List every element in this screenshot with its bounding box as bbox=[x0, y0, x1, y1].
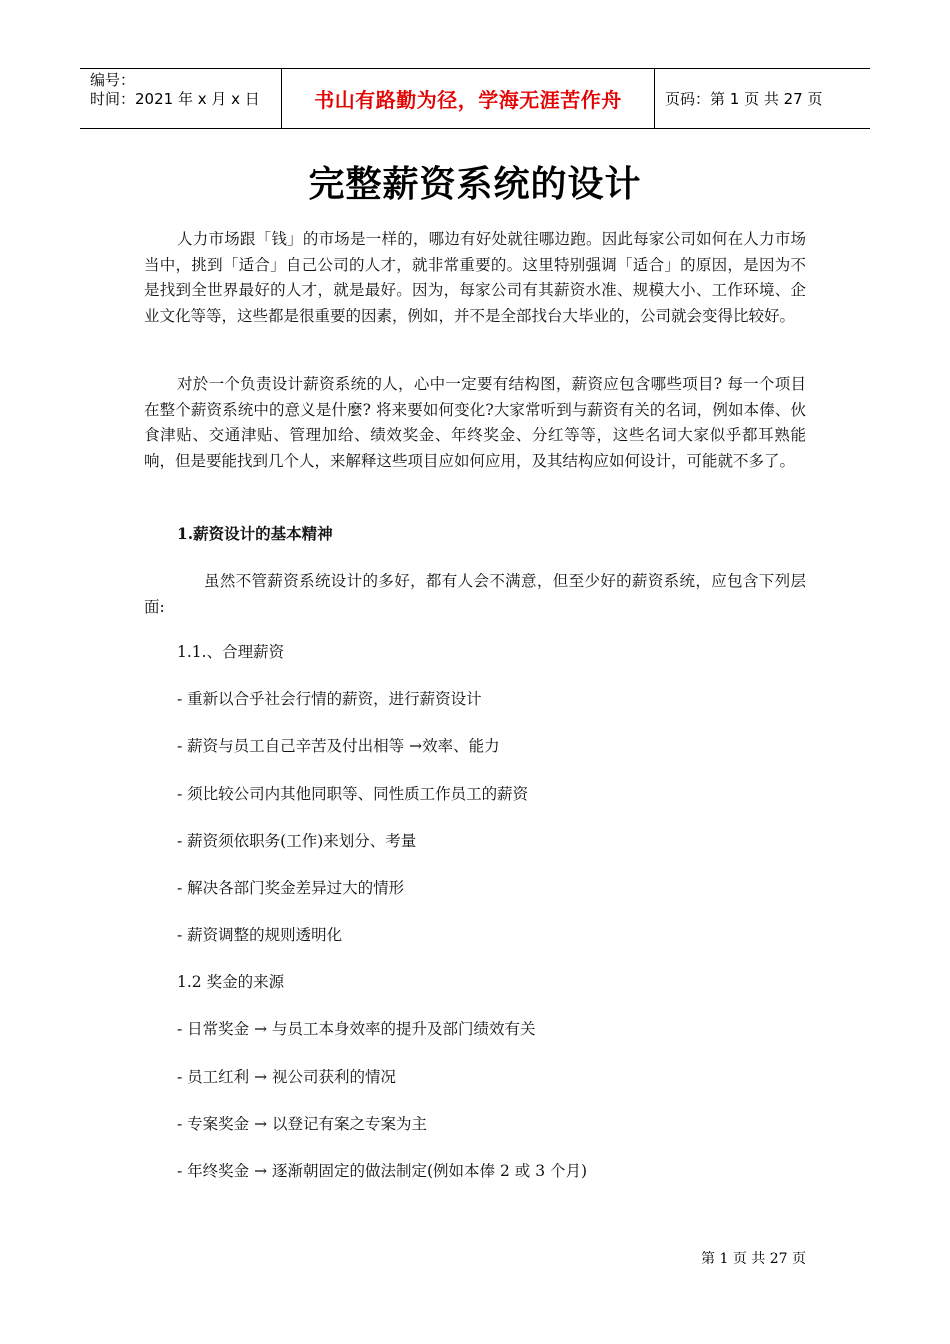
list-item: - 解决各部门奖金差异过大的情形 bbox=[177, 879, 405, 897]
paragraph: 对於一个负责设计薪资系统的人，心中一定要有结构图，薪资应包含哪些项目? 每一个项目在整个薪资系统中的意义是什麼? 将来要如何变化?大家常听到与薪资有关的名词，例如本俸、伙食津贴、交通津贴、管理加给、绩效奖金、年终奖金、分红等等，这些名词大家似乎都耳熟能响，但是要能找到几个人，来解释这些项目应如何应用，及其结构应如何设计，可能就不多了。 bbox=[144, 375, 806, 470]
list-item: - 须比较公司内其他同职等、同性质工作员工的薪资 bbox=[177, 785, 529, 803]
list-item: - 薪资调整的规则透明化 bbox=[177, 926, 343, 944]
document-number-label: 编号： bbox=[90, 71, 136, 89]
list-item: - 薪资须依职务(工作)来划分、考量 bbox=[177, 832, 417, 850]
header-motto-cell bbox=[281, 69, 655, 128]
subsection-heading: 1.1.、合理薪资 bbox=[177, 643, 285, 661]
header-page-info: 页码：第 1 页 共 27 页 bbox=[665, 90, 823, 108]
list-item: - 重新以合乎社会行情的薪资，进行薪资设计 bbox=[177, 690, 482, 708]
document-date: 时间：2021 年 x 月 x 日 bbox=[90, 90, 260, 108]
list-item: - 员工红利 → 视公司获利的情况 bbox=[177, 1068, 397, 1086]
header-page-cell bbox=[655, 69, 870, 128]
list-item: - 日常奖金 → 与员工本身效率的提升及部门绩效有关 bbox=[177, 1020, 536, 1038]
header-left-cell bbox=[80, 69, 281, 128]
section-heading: 1.薪资设计的基本精神 bbox=[177, 524, 333, 543]
list-item: - 专案奖金 → 以登记有案之专案为主 bbox=[177, 1115, 428, 1133]
subsection-heading: 1.2 奖金的来源 bbox=[177, 973, 285, 991]
section-intro: 虽然不管薪资系统设计的多好，都有人会不满意，但至少好的薪资系统，应包含下列层面: bbox=[144, 572, 806, 616]
list-item: - 年终奖金 → 逐渐朝固定的做法制定(例如本俸 2 或 3 个月) bbox=[177, 1162, 588, 1180]
paragraph: 人力市场跟「钱」的市场是一样的，哪边有好处就往哪边跑。因此每家公司如何在人力市场当中，挑到「适合」自己公司的人才，就非常重要的。这里特别强调「适合」的原因，是因为不是找到全世界最好的人才，就是最好。因为，每家公司有其薪资水准、规模大小、工作环境、企业文化等等，这些都是很重要的因素，例如，并不是全部找台大毕业的，公司就会变得比较好。 bbox=[144, 230, 806, 325]
list-item: - 薪资与员工自己辛苦及付出相等 →效率、能力 bbox=[177, 737, 500, 755]
page-footer: 第 1 页 共 27 页 bbox=[701, 1251, 806, 1267]
document-title: 完整薪资系统的设计 bbox=[308, 164, 642, 205]
page-header bbox=[80, 68, 870, 129]
header-motto: 书山有路勤为径，学海无涯苦作舟 bbox=[314, 88, 622, 112]
